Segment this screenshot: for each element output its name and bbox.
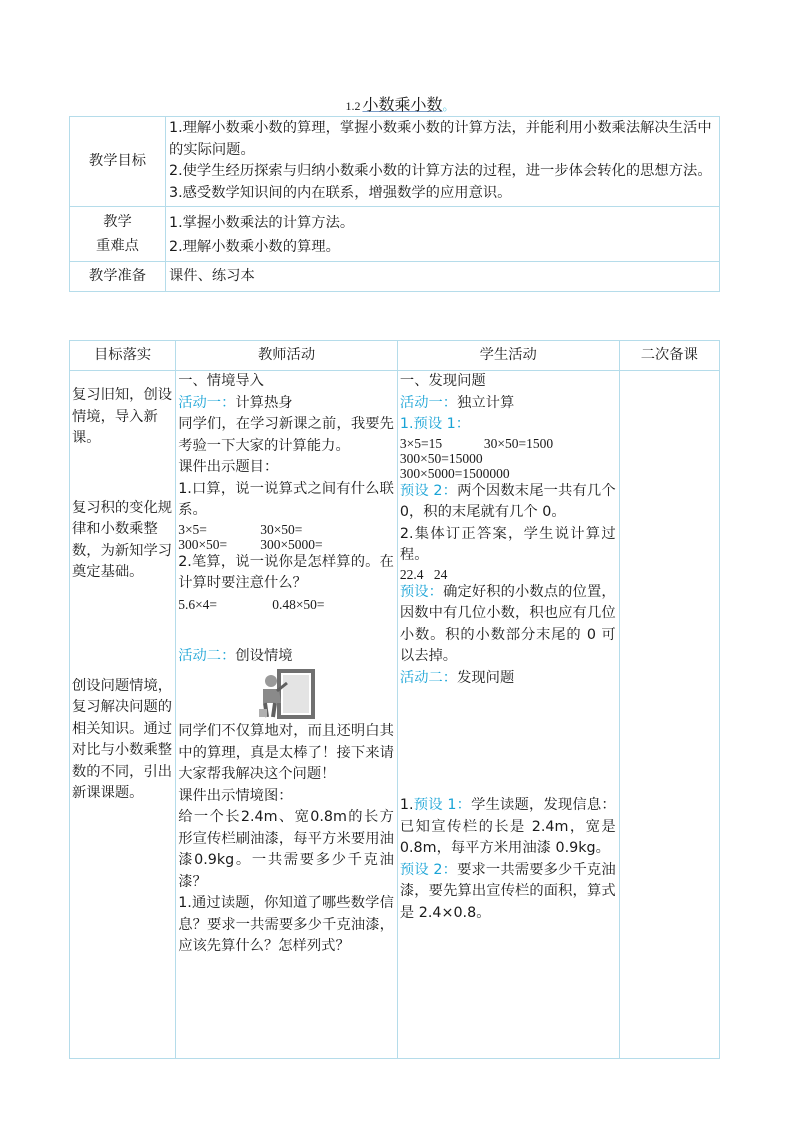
activity-label: 活动二： — [399, 669, 458, 686]
preset-label: 预设 1： — [413, 797, 472, 813]
note-cell[interactable] — [619, 371, 719, 1059]
lesson-name: 小数乘小数 — [362, 95, 443, 114]
header-note: 二次备课 — [619, 341, 719, 371]
calc-line: 300×50=15000 — [399, 450, 483, 466]
header-student: 学生活动 — [397, 341, 619, 371]
goals-label: 教学目标 — [70, 117, 166, 207]
key-point-item: 2.理解小数乘小数的算理。 — [169, 239, 340, 255]
calc-expression: 3×5= — [178, 521, 207, 537]
student-preset — [400, 582, 616, 668]
activity-label: 活动一： — [178, 394, 236, 411]
preset-text: 要求一共需要多少千克油漆，要先算出宣传栏的面积，算式是 2.4×0.8。 — [399, 861, 616, 921]
preset-text: 两个因数末尾一共有几个 0，积的末尾就有几个 0。 — [399, 482, 616, 520]
student-paragraph: 2.集体订正答案，学生说计算过程。 — [399, 525, 616, 563]
calc-line — [400, 436, 616, 451]
preset-text: 确定好积的小数点的位置，因数中有几位小数，积也应有几位小数。积的小数部分末尾的 0 可以去掉。 — [399, 583, 616, 664]
header-teacher: 教师活动 — [176, 341, 398, 371]
key-points-content — [166, 207, 720, 262]
calc-expression: 300×5000= — [260, 536, 323, 552]
preset-label: 1.预设 1： — [399, 416, 471, 432]
content-row — [70, 371, 720, 1059]
header-row — [70, 341, 720, 371]
calc-result: 30×50=1500 — [483, 435, 554, 451]
student-cell — [397, 371, 619, 1059]
answer-value: 24 — [433, 566, 448, 582]
teacher-paragraph: 同学们，在学习新课之前，我要先考验一下大家的计算能力。 — [178, 416, 394, 454]
calc-expression: 5.6×4= — [178, 596, 218, 612]
teacher-activity-1 — [178, 393, 394, 415]
activity-title: 创设情境 — [235, 647, 293, 664]
teacher-section-heading: 一、情境导入 — [178, 373, 264, 389]
title-mark: 。 — [442, 99, 455, 113]
key-points-label — [70, 207, 166, 262]
teacher-paragraph: 给一个长2.4m、宽0.8m的长方形宣传栏刷油漆，每平方米要用油漆0.9kg。一共需要多少千克油漆？ — [178, 809, 394, 890]
teacher-paragraph: 2.笔算，说一说你是怎样算的。在计算时要注意什么？ — [178, 553, 394, 591]
goals-row — [70, 117, 720, 207]
key-point-item: 1.掌握小数乘法的计算方法。 — [169, 215, 355, 231]
goal-item: 1.理解小数乘小数的算理，掌握小数乘小数的计算方法，并能利用小数乘法解决生活中的实际问题。 — [169, 120, 712, 158]
teacher-cell — [176, 371, 398, 1059]
answer-line — [400, 567, 616, 582]
goal-text: 复习旧知，创设情境，导入新课。 — [72, 387, 173, 446]
goal-item: 3.感受数学知识间的内在联系，增强数学的应用意识。 — [169, 184, 512, 201]
goal-text: 创设问题情境，复习解决问题的相关知识。通过对比与小数乘整数的不同，引出新课课题。 — [72, 677, 173, 801]
student-section-heading: 一、发现问题 — [399, 373, 486, 389]
teacher-paragraph: 课件出示题目： — [178, 459, 279, 475]
calc-line — [178, 597, 394, 612]
painter-icon — [178, 669, 394, 719]
preset-text: 学生读题，发现信息：已知宣传栏的长是 2.4m，宽是 0.8m，每平方米用油漆 0.9kg。 — [399, 797, 616, 856]
teacher-paragraph: 1.口算，说一说算式之间有什么联系。 — [178, 480, 394, 518]
calc-line — [178, 522, 394, 537]
lesson-number: 1.2 — [345, 99, 361, 113]
student-preset — [400, 795, 616, 860]
calc-line: 300×5000=1500000 — [399, 465, 510, 481]
preset-prefix: 1. — [399, 797, 414, 813]
prep-label: 教学准备 — [70, 262, 166, 292]
activity-title: 独立计算 — [457, 394, 515, 411]
preset-label: 预设 2： — [399, 482, 458, 499]
key-label-line: 教学 — [103, 214, 132, 230]
goals-content — [166, 117, 720, 207]
teacher-activity-2 — [178, 646, 394, 668]
answer-value: 22.4 — [399, 566, 424, 582]
teacher-paragraph: 1.通过读题，你知道了哪些数学信息？要求一共需要多少千克油漆，应该先算什么？怎样列式？ — [178, 895, 394, 954]
teacher-paragraph: 同学们不仅算地对，而且还明白其中的算理，真是太棒了！接下来请大家帮我解决这个问题！ — [178, 723, 394, 782]
preset-label: 预设： — [399, 583, 444, 600]
teacher-paragraph: 课件出示情境图： — [178, 787, 293, 804]
calc-expression: 300×50= — [178, 536, 228, 552]
page-title — [0, 92, 800, 115]
prep-row — [70, 262, 720, 292]
activity-label: 活动二： — [178, 647, 236, 664]
activity-title: 发现问题 — [457, 669, 515, 686]
goal-item: 2.使学生经历探索与归纳小数乘小数的计算方法的过程，进一步体会转化的思想方法。 — [169, 163, 712, 179]
key-label-line: 重难点 — [96, 238, 139, 254]
calc-line — [178, 537, 394, 552]
student-activity-2 — [400, 668, 616, 690]
activity-title: 计算热身 — [235, 394, 293, 411]
goal-cell — [70, 371, 176, 1059]
activity-label: 活动一： — [399, 394, 458, 411]
objectives-table — [69, 116, 720, 292]
header-goal: 目标落实 — [70, 341, 176, 371]
prep-content: 课件、练习本 — [166, 262, 720, 292]
key-points-row — [70, 207, 720, 262]
goal-text: 复习积的变化规律和小数乘整数，为新知学习奠定基础。 — [72, 499, 173, 580]
student-activity-1 — [400, 393, 616, 415]
calc-result: 3×5=15 — [399, 435, 443, 451]
preset-label: 预设 2： — [399, 861, 458, 878]
activity-table — [69, 340, 720, 1059]
student-preset — [400, 860, 616, 925]
calc-expression: 30×50= — [260, 521, 303, 537]
calc-expression: 0.48×50= — [272, 596, 325, 612]
student-preset — [400, 481, 616, 524]
